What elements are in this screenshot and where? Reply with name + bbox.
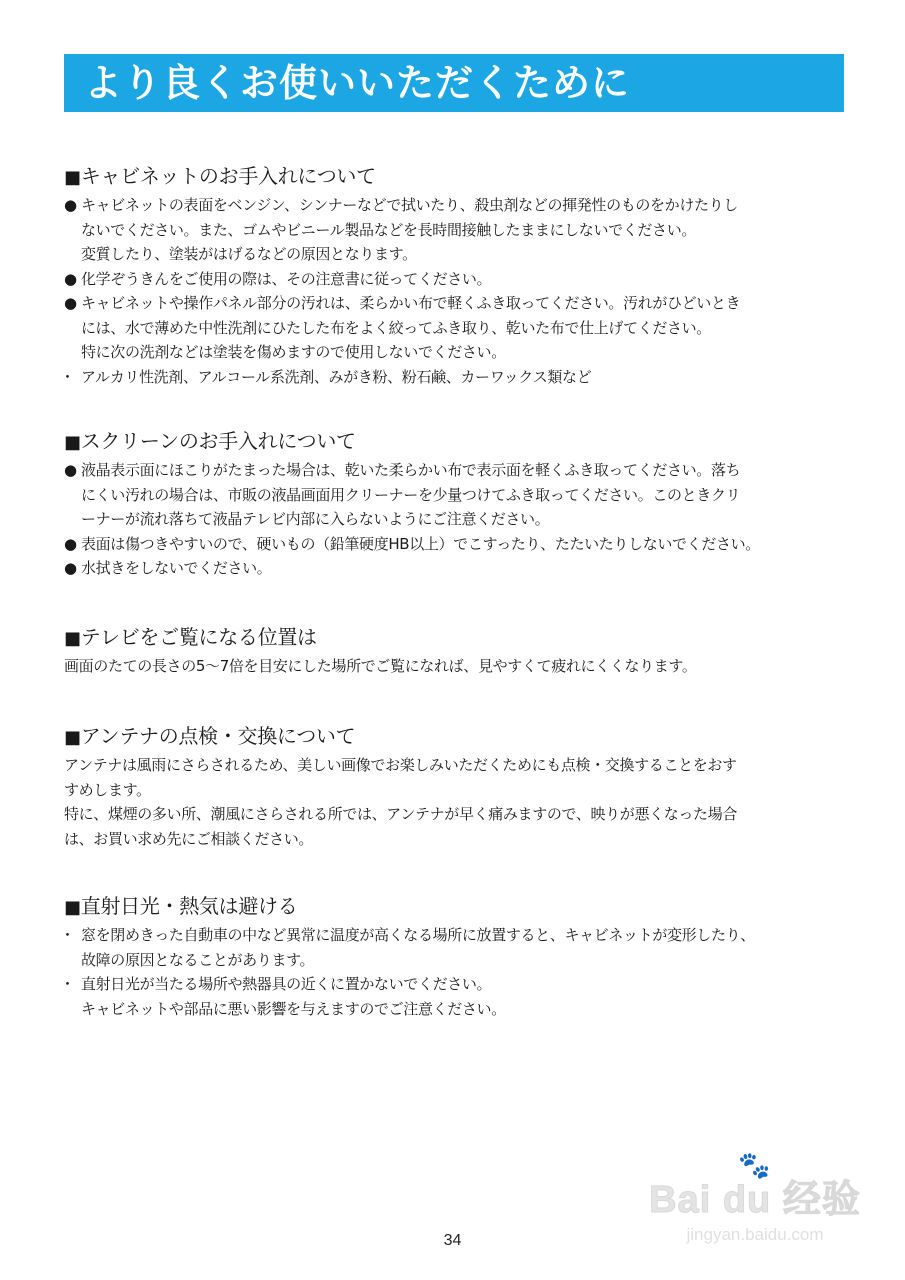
section-cabinet-care [60, 163, 854, 389]
section-viewing-position [64, 624, 854, 679]
list-item: ● 表面は傷つきやすいので、硬いもの（鉛筆硬度HB以上）でこすったり、たたいたりしないでください。 [64, 532, 854, 557]
list-item: ● 液晶表示面にほこりがたまった場合は、乾いた柔らかい布で表示面を軽くふき取ってください。落ち にくい汚れの場合は、市販の液晶画面用クリーナーを少量つけてふき取ってください。このときクリ ーナーが流れ落ちて液晶テレビ内部に入らないようにご注意ください。 [64, 458, 854, 532]
section-heading: ■アンテナの点検・交換について [64, 724, 356, 748]
list-item: ● 水拭きをしないでください。 [64, 556, 854, 581]
list-item: ・ アルカリ性洗剤、アルコール系洗剤、みがき粉、粉石鹸、カーワックス類など [64, 365, 854, 390]
paragraph: は、お買い求め先にご相談ください。 [64, 829, 314, 848]
dot-bullet-icon: ・ [60, 975, 76, 993]
section-heading: ■スクリーンのお手入れについて [64, 429, 356, 453]
dot-bullet-icon: ・ [60, 367, 76, 386]
square-bullet-icon: ■ [64, 432, 81, 453]
section-heading: ■キャビネットのお手入れについて [64, 164, 376, 188]
section-screen-care [64, 428, 854, 581]
bullet-icon: ● [64, 294, 78, 312]
list-item: ・ 直射日光が当たる場所や熱器具の近くに置かないでください。 キャビネットや部品に悪い影響を与えますのでご注意ください。 [64, 972, 854, 1021]
list-item: ● 化学ぞうきんをご使用の際は、その注意書に従ってください。 [64, 267, 854, 292]
paragraph: 特に、煤煙の多い所、潮風にさらされる所では、アンテナが早く痛みますので、映りが悪くなった場合 [64, 805, 738, 823]
list-item: ・ 窓を閉めきった自動車の中など異常に温度が高くなる場所に放置すると、キャビネットが変形したり、 故障の原因となることがあります。 [64, 923, 854, 972]
page-title-bar [64, 54, 844, 112]
page-title: より良くお使いいただくために [84, 61, 631, 105]
dot-bullet-icon: ・ [60, 926, 76, 944]
watermark-logo-text: Bai du 经验 [649, 1179, 861, 1221]
square-bullet-icon: ■ [64, 167, 81, 188]
square-bullet-icon: ■ [64, 628, 81, 649]
bullet-icon: ● [64, 559, 78, 577]
bullet-icon: ● [64, 269, 78, 288]
paragraph: すめします。 [64, 780, 151, 799]
paragraph: アンテナは風雨にさらされるため、美しい画像でお楽しみいただくためにも点検・交換することをおす [64, 756, 737, 774]
list-item: ● キャビネットの表面をベンジン、シンナーなどで拭いたり、殺虫剤などの揮発性のものをかけたりし ないでください。また、ゴムやビニール製品などを長時間接触したままにしないでください。 変質したり、塗装がはげるなどの原因となります。 [64, 193, 854, 267]
section-heading: ■テレビをご覧になる位置は [64, 625, 317, 649]
bullet-icon: ● [64, 461, 78, 479]
section-antenna [64, 723, 854, 851]
bullet-icon: ● [64, 196, 78, 214]
paragraph: 画面のたての長さの5〜7倍を目安にした場所でご覧になれば、見やすくて疲れにくくなります。 [64, 657, 697, 675]
paw-logo-icon: 🐾 [738, 1150, 771, 1180]
square-bullet-icon: ■ [64, 897, 81, 918]
section-sunlight-heat [60, 893, 854, 1021]
bullet-icon: ● [64, 534, 78, 553]
page-number: 34 [443, 1232, 462, 1249]
section-heading: ■直射日光・熱気は避ける [64, 894, 298, 918]
list-item: ● キャビネットや操作パネル部分の汚れは、柔らかい布で軽くふき取ってください。汚れがひどいとき には、水で薄めた中性洗剤にひたした布をよく絞ってふき取り、乾いた布で仕上げてください。 特に次の洗剤などは塗装を傷めますので使用しないでください。 [64, 291, 854, 365]
square-bullet-icon: ■ [64, 727, 81, 748]
watermark-url: jingyan.baidu.com [686, 1225, 824, 1244]
